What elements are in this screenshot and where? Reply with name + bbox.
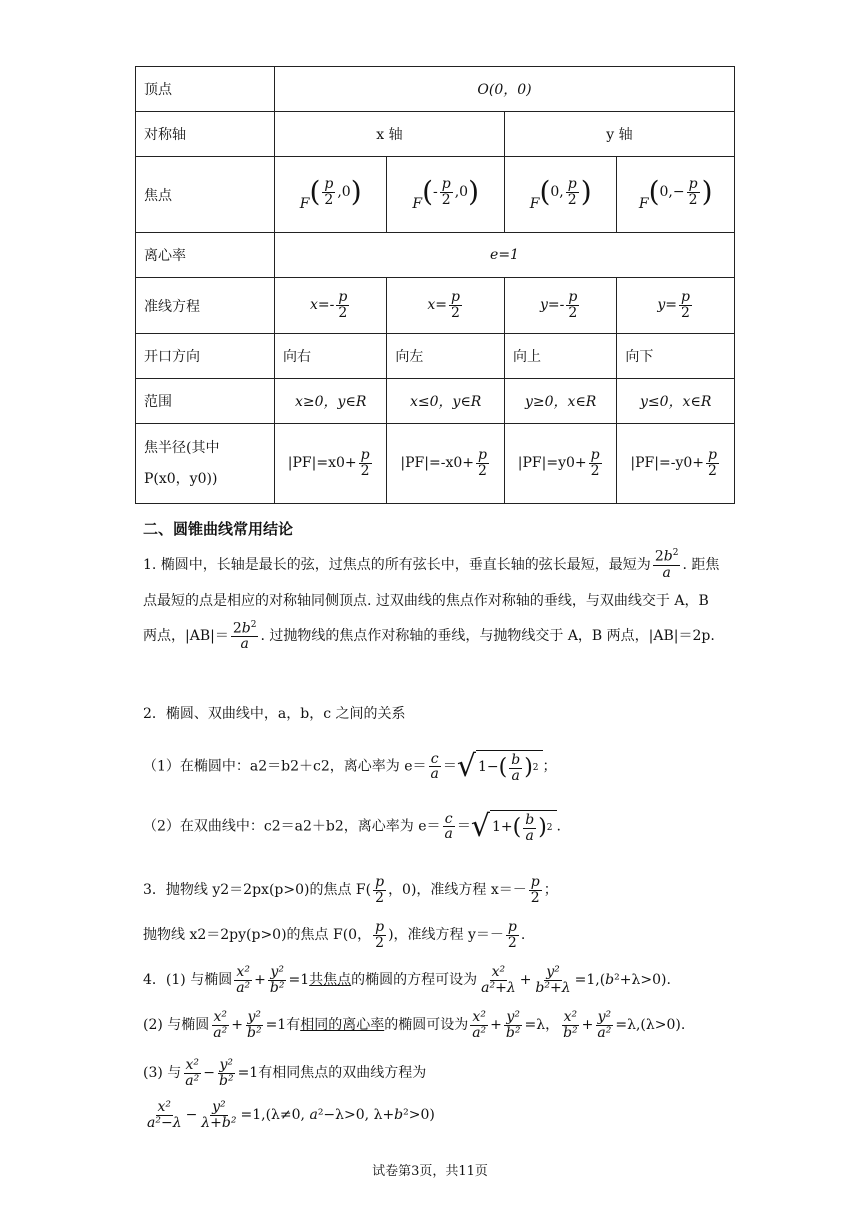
table-row bbox=[136, 379, 735, 424]
focal-radius-cell: |PF|=-x0+ $\frac{p}{2}$ bbox=[387, 424, 505, 504]
row-label: 焦半径(其中 P(x0，y0)) bbox=[136, 424, 275, 504]
axis-x-cell: x 轴 bbox=[275, 112, 505, 157]
range-cell: x≥0，y∈R bbox=[275, 379, 387, 424]
eccentricity-cell: e=1 bbox=[275, 233, 735, 278]
opening-cell: 向上 bbox=[504, 334, 616, 379]
table-row bbox=[136, 157, 735, 233]
row-label: 准线方程 bbox=[136, 278, 275, 334]
paragraph-3-1: 3．抛物线 y2＝2px(p>0)的焦点 F( $\frac{p}{2}$ ，0)，准线方程 x＝－ $\frac{p}{2}$ ； bbox=[143, 874, 558, 906]
focus-cell: F( $\frac{p}{2}$ ,0) bbox=[275, 157, 387, 233]
row-label: 顶点 bbox=[136, 67, 275, 112]
table-row bbox=[136, 67, 735, 112]
range-cell: x≤0，y∈R bbox=[387, 379, 505, 424]
table-row bbox=[136, 278, 735, 334]
table-row bbox=[136, 233, 735, 278]
row-label: 范围 bbox=[136, 379, 275, 424]
row-label: 开口方向 bbox=[136, 334, 275, 379]
paragraph-4-1: 4．(1) 与椭圆 $\frac{\text{x²}}{\text{a²}}$ + $\frac{\text{y²}}{\text{b²}}$ =1共焦点的椭圆的方程可设为 $\frac{\text{x²}}{\text{a²+λ}}$ + $\frac{\text{y²}}{\text{b²+λ}}$ =1,(b²+λ>0). bbox=[143, 964, 671, 996]
paragraph-1: 1. 椭圆中，长轴是最长的弦，过焦点的所有弦长中，垂直长轴的弦长最短，最短为 $\frac{2b^2}{a}$ . 距焦点最短的点是相应的对称轴同侧顶点. 过双曲线的焦点作对称轴的垂线，与双曲线交于 A，B 两点，|AB|＝ $\frac{2b^2}{a}$ . 过抛物线的焦点作对称轴的垂线，与抛物线交于 A，B 两点，|AB|＝2p. bbox=[143, 548, 720, 653]
focus-cell: F(0, $\frac{p}{2}$ ) bbox=[504, 157, 616, 233]
paragraph-3-2: 抛物线 x2＝2py(p>0)的焦点 F(0， $\frac{p}{2}$ )，准线方程 y＝－ $\frac{p}{2}$ . bbox=[143, 919, 526, 951]
focus-cell: F(- $\frac{p}{2}$ ,0) bbox=[387, 157, 505, 233]
section-title: 二、圆锥曲线常用结论 bbox=[143, 520, 294, 538]
focal-radius-cell: |PF|=x0+ $\frac{p}{2}$ bbox=[275, 424, 387, 504]
range-cell: y≤0，x∈R bbox=[617, 379, 735, 424]
paragraph-2-2: （2）在双曲线中：c2＝a2＋b2，离心率为 e＝ $\frac{c}{a}$ ＝ √ 1+ ( $\frac{b}{a}$ ) 2 . bbox=[143, 808, 561, 844]
row-label: 离心率 bbox=[136, 233, 275, 278]
table-row bbox=[136, 424, 735, 504]
paragraph-2: 2．椭圆、双曲线中，a，b，c 之间的关系 bbox=[143, 706, 406, 722]
directrix-cell: y=- $\frac{p}{2}$ bbox=[504, 278, 616, 334]
row-label: 对称轴 bbox=[136, 112, 275, 157]
page-footer: 试卷第3页，共11页 bbox=[372, 1164, 488, 1179]
paragraph-4-2: (2) 与椭圆 $\frac{\text{x²}}{\text{a²}}$ + $\frac{\text{y²}}{\text{b²}}$ =1有相同的离心率的椭圆可设为 $\frac{\text{x²}}{\text{a²}}$ + $\frac{\text{y²}}{\text{b²}}$ =λ， $\frac{\text{x²}}{\text{b²}}$ + $\frac{\text{y²}}{\text{a²}}$ =λ,(λ>0). bbox=[143, 1009, 686, 1041]
focus-cell: F(0,− $\frac{p}{2}$ ) bbox=[617, 157, 735, 233]
focal-radius-cell: |PF|=y0+ $\frac{p}{2}$ bbox=[504, 424, 616, 504]
table-row bbox=[136, 334, 735, 379]
opening-cell: 向下 bbox=[617, 334, 735, 379]
directrix-cell: x=- $\frac{p}{2}$ bbox=[275, 278, 387, 334]
table-row bbox=[136, 112, 735, 157]
focal-radius-cell: |PF|=-y0+ $\frac{p}{2}$ bbox=[617, 424, 735, 504]
vertex-cell: O(0，0) bbox=[275, 67, 735, 112]
row-label: 焦点 bbox=[136, 157, 275, 233]
paragraph-4-3: (3) 与 $\frac{\text{x²}}{\text{a²}}$ − $\frac{\text{y²}}{\text{b²}}$ =1有相同焦点的双曲线方程为 bbox=[143, 1057, 427, 1089]
hyperbola-equation: $\frac{\text{x²}}{\text{a²−λ}}$ − $\frac{\text{y²}}{\text{λ+b²}}$ =1,(λ≠0, a²−λ>0, λ+b²>0) bbox=[147, 1099, 435, 1131]
directrix-cell: y= $\frac{p}{2}$ bbox=[617, 278, 735, 334]
opening-cell: 向左 bbox=[387, 334, 505, 379]
range-cell: y≥0，x∈R bbox=[504, 379, 616, 424]
axis-y-cell: y 轴 bbox=[504, 112, 734, 157]
opening-cell: 向右 bbox=[275, 334, 387, 379]
paragraph-2-1: （1）在椭圆中：a2＝b2＋c2，离心率为 e＝ $\frac{c}{a}$ ＝ √ 1− ( $\frac{b}{a}$ ) 2 ； bbox=[143, 748, 557, 784]
parabola-properties-table bbox=[135, 66, 735, 504]
directrix-cell: x= $\frac{p}{2}$ bbox=[387, 278, 505, 334]
